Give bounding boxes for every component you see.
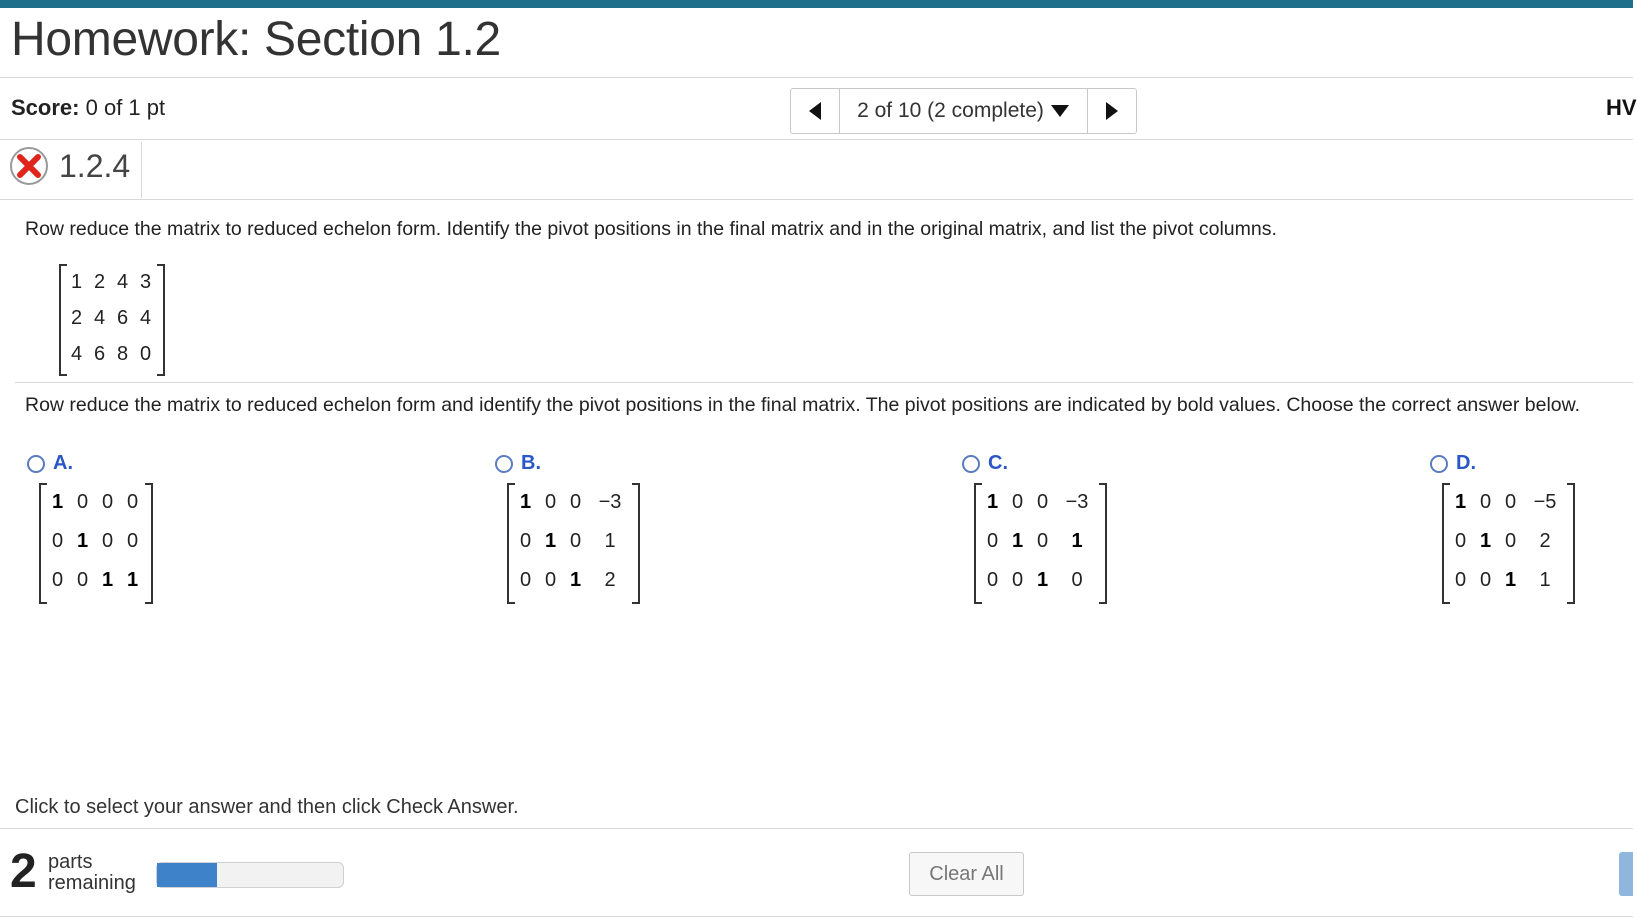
option-label: D. bbox=[1456, 452, 1476, 474]
next-question-button[interactable] bbox=[1087, 89, 1136, 133]
option-label: C. bbox=[988, 452, 1008, 474]
score-value: 0 of 1 pt bbox=[85, 95, 166, 120]
caret-down-icon bbox=[1050, 104, 1070, 118]
question-prompt: Row reduce the matrix to reduced echelon form. Identify the pivot positions in the final matrix and in the original matrix, and list the pivot columns. bbox=[25, 218, 1277, 240]
matrix-cell: 1 bbox=[1479, 530, 1492, 552]
radio-button[interactable] bbox=[962, 455, 980, 473]
matrix-cell: −3 bbox=[598, 491, 622, 513]
matrix-cell: 1 bbox=[569, 569, 582, 591]
matrix-cell: 1 bbox=[1071, 530, 1083, 552]
matrix-cell: 4 bbox=[116, 271, 129, 293]
matrix-cell: 6 bbox=[116, 307, 129, 329]
matrix-grid bbox=[65, 264, 157, 372]
matrix-cell: 1 bbox=[101, 569, 114, 591]
matrix-cell: 0 bbox=[1036, 530, 1049, 552]
matrix-cell: 0 bbox=[76, 491, 89, 513]
matrix-cell: 2 bbox=[1539, 530, 1551, 552]
top-accent-bar bbox=[0, 0, 1633, 8]
matrix-cell: 1 bbox=[76, 530, 89, 552]
score-label: Score: bbox=[11, 95, 80, 120]
divider bbox=[15, 382, 1633, 383]
matrix-cell: 6 bbox=[93, 343, 106, 365]
matrix-cell: 0 bbox=[1071, 569, 1083, 591]
matrix-right-bracket bbox=[1567, 483, 1575, 604]
question-number: 1.2.4 bbox=[59, 147, 131, 184]
divider bbox=[0, 916, 1633, 917]
radio-button[interactable] bbox=[1430, 455, 1448, 473]
matrix-cell: 0 bbox=[569, 491, 582, 513]
page-title: Homework: Section 1.2 bbox=[11, 13, 501, 66]
matrix-cell: 0 bbox=[101, 530, 114, 552]
clear-all-button[interactable]: Clear All bbox=[909, 852, 1024, 896]
matrix-right-bracket bbox=[632, 483, 640, 604]
matrix-cell: −3 bbox=[1065, 491, 1089, 513]
divider bbox=[0, 199, 1633, 200]
divider bbox=[141, 142, 142, 198]
question-header bbox=[9, 146, 130, 186]
question-position-text: 2 of 10 (2 complete) bbox=[857, 99, 1044, 122]
matrix-grid bbox=[980, 483, 1099, 600]
matrix-right-bracket bbox=[145, 483, 153, 604]
matrix-cell: 1 bbox=[1504, 569, 1517, 591]
matrix-grid bbox=[45, 483, 145, 600]
matrix-cell: 0 bbox=[126, 491, 139, 513]
matrix-grid bbox=[1448, 483, 1567, 600]
score-display bbox=[11, 95, 165, 121]
matrix-cell: −5 bbox=[1533, 491, 1557, 513]
matrix-cell: 4 bbox=[139, 307, 152, 329]
matrix-cell: 0 bbox=[76, 569, 89, 591]
option-label: A. bbox=[53, 452, 73, 474]
matrix-cell: 0 bbox=[1479, 491, 1492, 513]
matrix-cell: 1 bbox=[604, 530, 616, 552]
matrix-cell: 0 bbox=[986, 569, 999, 591]
matrix-cell: 4 bbox=[93, 307, 106, 329]
divider bbox=[0, 139, 1633, 140]
triangle-right-icon bbox=[1104, 101, 1120, 121]
matrix-cell: 0 bbox=[569, 530, 582, 552]
instruction-text: Click to select your answer and then click Check Answer. bbox=[15, 796, 519, 818]
option-b[interactable] bbox=[495, 452, 541, 475]
matrix-cell: 1 bbox=[544, 530, 557, 552]
option-c[interactable] bbox=[962, 452, 1008, 475]
matrix-cell: 0 bbox=[1036, 491, 1049, 513]
option-d[interactable] bbox=[1430, 452, 1476, 475]
matrix-cell: 0 bbox=[544, 569, 557, 591]
matrix-cell: 2 bbox=[93, 271, 106, 293]
matrix-cell: 0 bbox=[1479, 569, 1492, 591]
matrix-cell: 1 bbox=[51, 491, 64, 513]
matrix-cell: 0 bbox=[519, 530, 532, 552]
matrix-cell: 0 bbox=[1504, 530, 1517, 552]
answer-prompt: Row reduce the matrix to reduced echelon form and identify the pivot positions in the final matrix. The pivot positions are indicated by bold values. Choose the correct answer below. bbox=[25, 394, 1581, 416]
parts-remaining-count: 2 bbox=[10, 845, 37, 898]
radio-button[interactable] bbox=[495, 455, 513, 473]
divider bbox=[0, 77, 1633, 78]
option-label: B. bbox=[521, 452, 541, 474]
matrix-cell: 1 bbox=[70, 271, 83, 293]
matrix-cell: 0 bbox=[101, 491, 114, 513]
radio-button[interactable] bbox=[27, 455, 45, 473]
matrix-cell: 4 bbox=[70, 343, 83, 365]
matrix-cell: 1 bbox=[1539, 569, 1551, 591]
question-selector-dropdown[interactable] bbox=[840, 89, 1087, 133]
matrix-cell: 0 bbox=[1504, 491, 1517, 513]
matrix-cell: 1 bbox=[986, 491, 999, 513]
matrix-right-bracket bbox=[1099, 483, 1107, 604]
matrix-cell: 0 bbox=[519, 569, 532, 591]
matrix-cell: 1 bbox=[519, 491, 532, 513]
matrix-cell: 0 bbox=[1011, 491, 1024, 513]
option-a[interactable] bbox=[27, 452, 73, 475]
progress-fill bbox=[157, 863, 217, 887]
triangle-left-icon bbox=[807, 101, 823, 121]
matrix-cell: 1 bbox=[1011, 530, 1024, 552]
matrix-right-bracket bbox=[157, 264, 165, 376]
progress-bar bbox=[156, 862, 344, 888]
parts-label-line: remaining bbox=[48, 872, 136, 894]
matrix-cell: 0 bbox=[126, 530, 139, 552]
matrix-cell: 1 bbox=[126, 569, 139, 591]
matrix-cell: 1 bbox=[1036, 569, 1049, 591]
question-navigator bbox=[790, 88, 1137, 134]
matrix-grid bbox=[513, 483, 632, 600]
matrix-cell: 2 bbox=[604, 569, 616, 591]
hw-score-label: HV bbox=[1606, 95, 1637, 120]
matrix-cell: 0 bbox=[544, 491, 557, 513]
matrix-cell: 0 bbox=[51, 530, 64, 552]
check-answer-button[interactable] bbox=[1619, 852, 1633, 896]
matrix-cell: 2 bbox=[70, 307, 83, 329]
matrix-cell: 0 bbox=[139, 343, 152, 365]
matrix-cell: 0 bbox=[986, 530, 999, 552]
matrix-cell: 8 bbox=[116, 343, 129, 365]
matrix-cell: 0 bbox=[51, 569, 64, 591]
divider bbox=[0, 828, 1633, 829]
matrix-cell: 1 bbox=[1454, 491, 1467, 513]
previous-question-button[interactable] bbox=[791, 89, 840, 133]
matrix-cell: 0 bbox=[1011, 569, 1024, 591]
matrix-cell: 3 bbox=[139, 271, 152, 293]
parts-label-line: parts bbox=[48, 851, 93, 873]
parts-remaining-label bbox=[48, 852, 136, 894]
matrix-cell: 0 bbox=[1454, 569, 1467, 591]
matrix-cell: 0 bbox=[1454, 530, 1467, 552]
incorrect-x-icon bbox=[9, 146, 49, 186]
